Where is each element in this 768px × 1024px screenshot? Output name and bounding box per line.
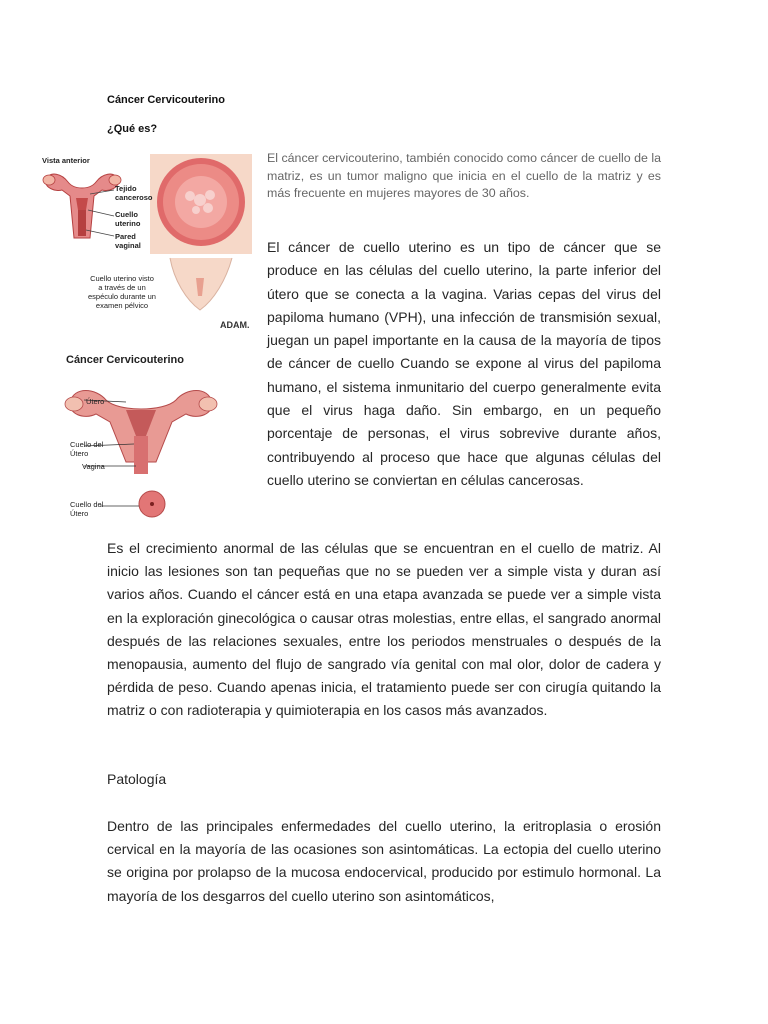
uterus-diagram	[60, 352, 240, 522]
label-tejido-canceroso: Tejido canceroso	[115, 184, 153, 202]
uterus-small-drawing	[43, 174, 121, 238]
label-vista-anterior: Vista anterior	[42, 156, 90, 165]
figure-cancer-cervicouterino	[60, 352, 240, 522]
section-question-heading: ¿Qué es?	[107, 123, 158, 135]
figure-caption: Cuello uterino visto a través de un espéculo durante un examen pélvico	[88, 274, 156, 310]
figure-anterior-view	[40, 150, 260, 340]
label-cuello-del-utero-2: Cuello del Útero	[70, 500, 104, 518]
paragraph-description: Es el crecimiento anormal de las células que se encuentran en el cuello de matriz. Al inicio las lesiones son tan pequeñas que no se pueden ver a simple vista y duran así varios años. Cuando el cáncer está en una etapa avanzada se puede ver a simple vista en la exploración ginecológica o causar otras molestias, entre ellas, el sangrado anormal después de las relaciones sexuales, entre los periodos menstruales o después de la menopausia, aumento del flujo de sangrado vía genital con mal olor, dolor de cadera y pérdida de peso. Cuando apenas inicia, el tratamiento puede ser con cirugía quitando la matriz o con radioterapia y quimioterapia en los casos más avanzados.	[107, 540, 661, 719]
label-utero: Útero	[86, 397, 105, 406]
section-heading-patologia: Patología	[107, 771, 167, 787]
label-cuello-del-utero: Cuello del Útero	[70, 440, 104, 458]
label-pared-vaginal: Pared vaginal	[115, 232, 141, 250]
figure2-title: Cáncer Cervicouterino	[66, 354, 184, 366]
label-vagina: Vagina	[82, 462, 105, 471]
uterus-illustration	[40, 150, 260, 340]
paragraph-patologia: Dentro de las principales enfermedades del cuello uterino, la eritroplasia o erosión cervical en la mayoría de las ocasiones son asintomáticas. La ectopia del cuello uterino se origina por prolapso de la mucosa endocervical, producido por estimulo hormonal. La mayoría de los desgarros del cuello uterino son asintomáticos,	[107, 818, 661, 904]
adam-brand-logo: ADAM.	[220, 320, 250, 330]
paragraph-definition: El cáncer de cuello uterino es un tipo de cáncer que se produce en las células del cuello uterino, la parte inferior del útero que se conecta a la vagina. Varias cepas del virus del papiloma humano (VPH), una infección de transmisión sexual, juegan un papel importante en la causa de la mayoría de tipos de cáncer de cuello Cuando se expone al virus del papiloma humano, el sistema inmunitario del cuerpo generalmente evita que el virus haga daño. Sin embargo, en un pequeño porcentaje de personas, el virus sobrevive durante años, contribuyendo al proceso que hace que algunas células del cuello uterino se conviertan en células cancerosas.	[267, 239, 661, 488]
label-cuello-uterino: Cuello uterino	[115, 210, 141, 228]
intro-paragraph: El cáncer cervicouterino, también conocido como cáncer de cuello de la matriz, es un tumor maligno que inicia en el cuello de la matriz y es más frecuente en mujeres mayores de 30 años.	[267, 151, 661, 200]
page-title: Cáncer Cervicouterino	[107, 94, 225, 106]
